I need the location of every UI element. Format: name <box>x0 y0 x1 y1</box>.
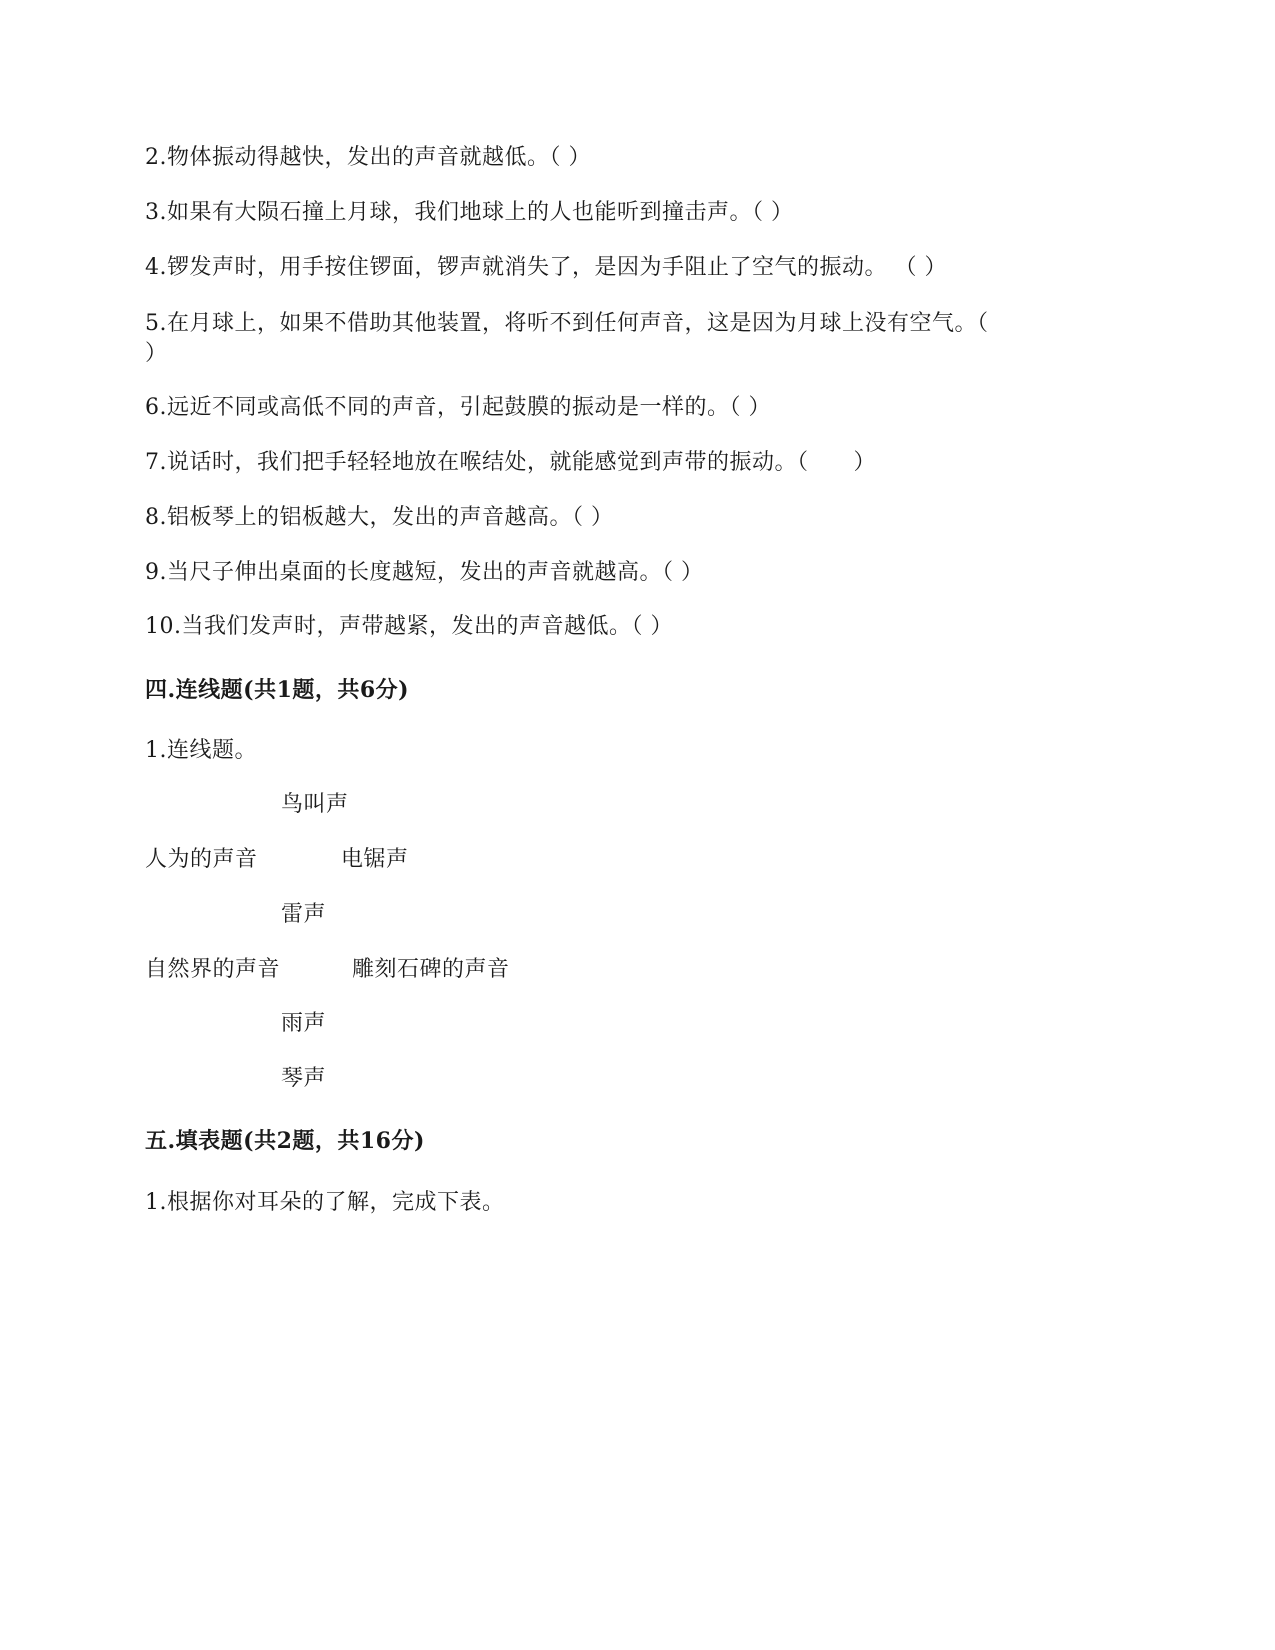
fill-table-question: 1.根据你对耳朵的了解，完成下表。 <box>145 1190 505 1215</box>
matching-right-item: 雷声 <box>281 902 327 927</box>
judgement-item-3: 3.如果有大陨石撞上月球，我们地球上的人也能听到撞击声。（ ） <box>145 200 794 225</box>
matching-right-item: 雨声 <box>281 1011 327 1036</box>
judgement-item-8: 8.铝板琴上的铝板越大，发出的声音越高。（ ） <box>145 505 614 530</box>
section-heading-matching: 四.连线题(共1题，共6分) <box>145 677 410 703</box>
judgement-item-5-continuation: ） <box>145 341 168 366</box>
judgement-item-9: 9.当尺子伸出桌面的长度越短，发出的声音就越高。（ ） <box>145 560 704 585</box>
judgement-item-5: 5.在月球上，如果不借助其他装置，将听不到任何声音，这是因为月球上没有空气。（ <box>145 311 989 336</box>
matching-left-item: 自然界的声音 <box>145 957 281 982</box>
judgement-item-7: 7.说话时，我们把手轻轻地放在喉结处，就能感觉到声带的振动。（ ） <box>145 450 876 475</box>
matching-right-item: 鸟叫声 <box>281 792 349 817</box>
matching-right-item: 琴声 <box>281 1066 327 1091</box>
judgement-item-10: 10.当我们发声时，声带越紧，发出的声音越低。（ ） <box>145 614 673 639</box>
section-heading-fill-table: 五.填表题(共2题，共16分) <box>145 1128 425 1154</box>
judgement-item-2: 2.物体振动得越快，发出的声音就越低。（ ） <box>145 145 591 170</box>
matching-right-item: 雕刻石碑的声音 <box>352 957 510 982</box>
matching-question: 1.连线题。 <box>145 738 257 763</box>
matching-right-item: 电锯声 <box>341 847 409 872</box>
judgement-item-4: 4.锣发声时，用手按住锣面，锣声就消失了，是因为手阻止了空气的振动。 （ ） <box>145 255 947 280</box>
matching-left-item: 人为的声音 <box>145 847 258 872</box>
judgement-item-6: 6.远近不同或高低不同的声音，引起鼓膜的振动是一样的。（ ） <box>145 395 771 420</box>
